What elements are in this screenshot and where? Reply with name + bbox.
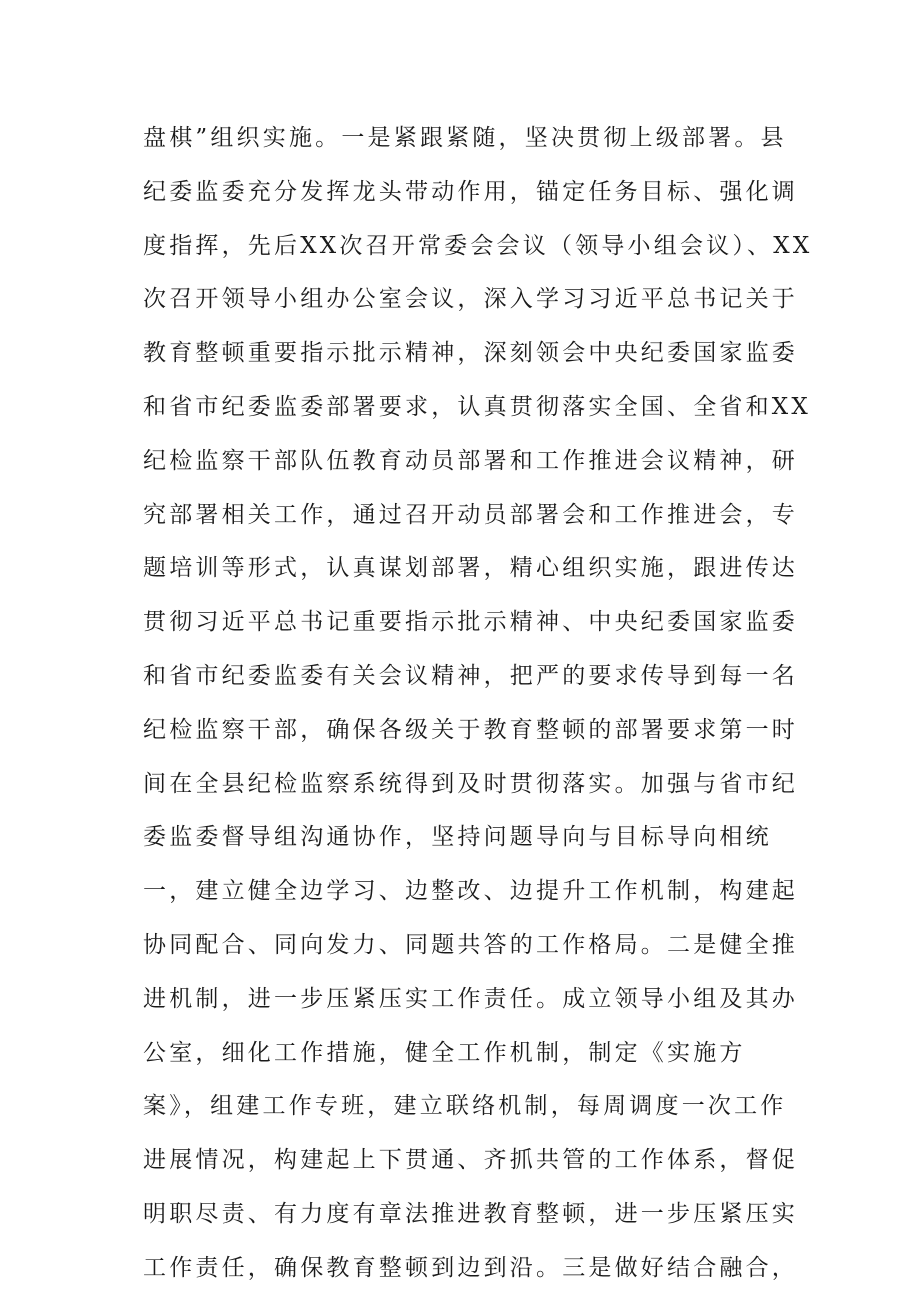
body-paragraph xyxy=(143,112,813,1296)
text-line-22: 工作责任，确保教育整顿到边到沿。三是做好结合融合， xyxy=(143,1254,798,1281)
text-line-9: 题培训等形式，认真谋划部署，精心组织实施，跟进传达 xyxy=(143,555,798,582)
text-line-15: 一，建立健全边学习、边整改、边提升工作机制，构建起 xyxy=(143,878,798,905)
text-line-10: 贯彻习近平总书记重要指示批示精神、中央纪委国家监委 xyxy=(143,609,798,636)
text-line-18: 公室，细化工作措施，健全工作机制，制定《实施方 xyxy=(143,1039,746,1066)
text-line-20: 进展情况，构建起上下贯通、齐抓共管的工作体系，督促 xyxy=(143,1147,798,1174)
text-line-11: 和省市纪委监委有关会议精神，把严的要求传导到每一名 xyxy=(143,662,798,689)
text-line-8: 究部署相关工作，通过召开动员部署会和工作推进会，专 xyxy=(143,501,798,528)
text-line-19: 案》，组建工作专班，建立联络机制，每周调度一次工作 xyxy=(143,1093,787,1120)
text-line-1: 盘棋”组织实施。一是紧跟紧随，坚决贯彻上级部署。县 xyxy=(143,125,787,151)
text-line-17: 进机制，进一步压紧压实工作责任。成立领导小组及其办 xyxy=(143,985,798,1012)
text-line-21: 明职尽责、有力度有章法推进教育整顿，进一步压紧压实 xyxy=(143,1200,798,1227)
text-line-13: 间在全县纪检监察系统得到及时贯彻落实。加强与省市纪 xyxy=(143,770,798,797)
text-line-5: 教育整顿重要指示批示精神，深刻领会中央纪委国家监委 xyxy=(143,340,798,367)
text-line-14: 委监委督导组沟通协作，坚持问题导向与目标导向相统 xyxy=(143,824,772,851)
text-line-4: 次召开领导小组办公室会议，深入学习习近平总书记关于 xyxy=(143,286,798,313)
text-line-16: 协同配合、同向发力、同题共答的工作格局。二是健全推 xyxy=(143,931,798,958)
text-line-2: 纪委监委充分发挥龙头带动作用，锚定任务目标、强化调 xyxy=(143,178,798,205)
text-line-3: 度指挥，先后XX次召开常委会会议（领导小组会议）、XX xyxy=(143,232,813,259)
text-line-12: 纪检监察干部，确保各级关于教育整顿的部署要求第一时 xyxy=(143,716,798,743)
text-line-6: 和省市纪委监委部署要求，认真贯彻落实全国、全省和XX xyxy=(143,393,811,420)
text-line-7: 纪检监察干部队伍教育动员部署和工作推进会议精神，研 xyxy=(143,447,798,474)
